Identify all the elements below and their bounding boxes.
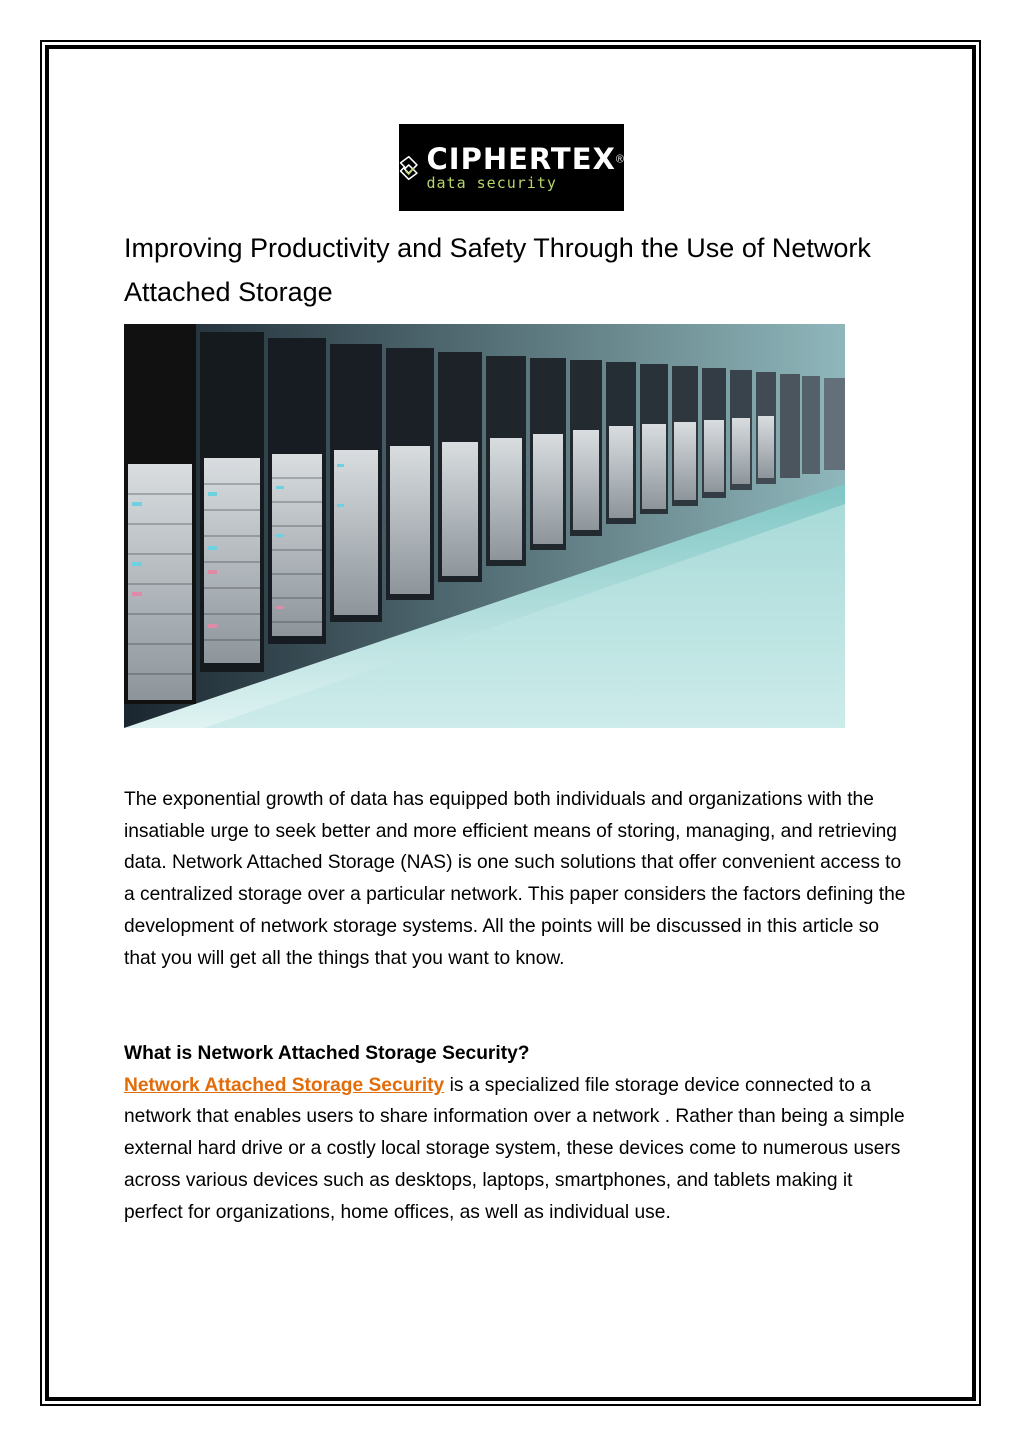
page-title: Improving Productivity and Safety Through the Use of Network Attached Storage	[124, 233, 871, 307]
registered-mark: ®	[615, 153, 624, 166]
logo-brand: CIPHERTEX	[426, 141, 616, 176]
nas-security-section	[124, 1038, 914, 1228]
section-heading: What is Network Attached Storage Security?	[124, 1043, 530, 1064]
section-paragraph	[124, 1070, 914, 1229]
logo-tagline: data security	[426, 173, 557, 192]
intro-paragraph: The exponential growth of data has equipped both individuals and organizations with the insatiable urge to seek better and more efficient means of storing, managing, and retrieving data. Network Attached Storage (NAS) is one such solutions that offer convenient access to a centralized storage over a particular network. This paper considers the factors defining the development of network storage systems. All the points will be discussed in this article so that you will get all the things that you want to know.	[124, 789, 906, 969]
ciphertex-logo	[399, 124, 624, 211]
nas-security-link[interactable]: Network Attached Storage Security	[124, 1074, 445, 1096]
ciphertex-diamond-logo-icon	[399, 143, 419, 193]
server-racks-data-center-image	[124, 324, 845, 728]
section-body-text: is a specialized file storage device connected to a network that enables users to share information over a network . Rather than being a simple external hard drive or a costly local storage system, these devices come to numerous users across various devices such as desktops, laptops, smartphones, and tablets making it perfect for organizations, home offices, as well as individual use.	[124, 1074, 905, 1223]
